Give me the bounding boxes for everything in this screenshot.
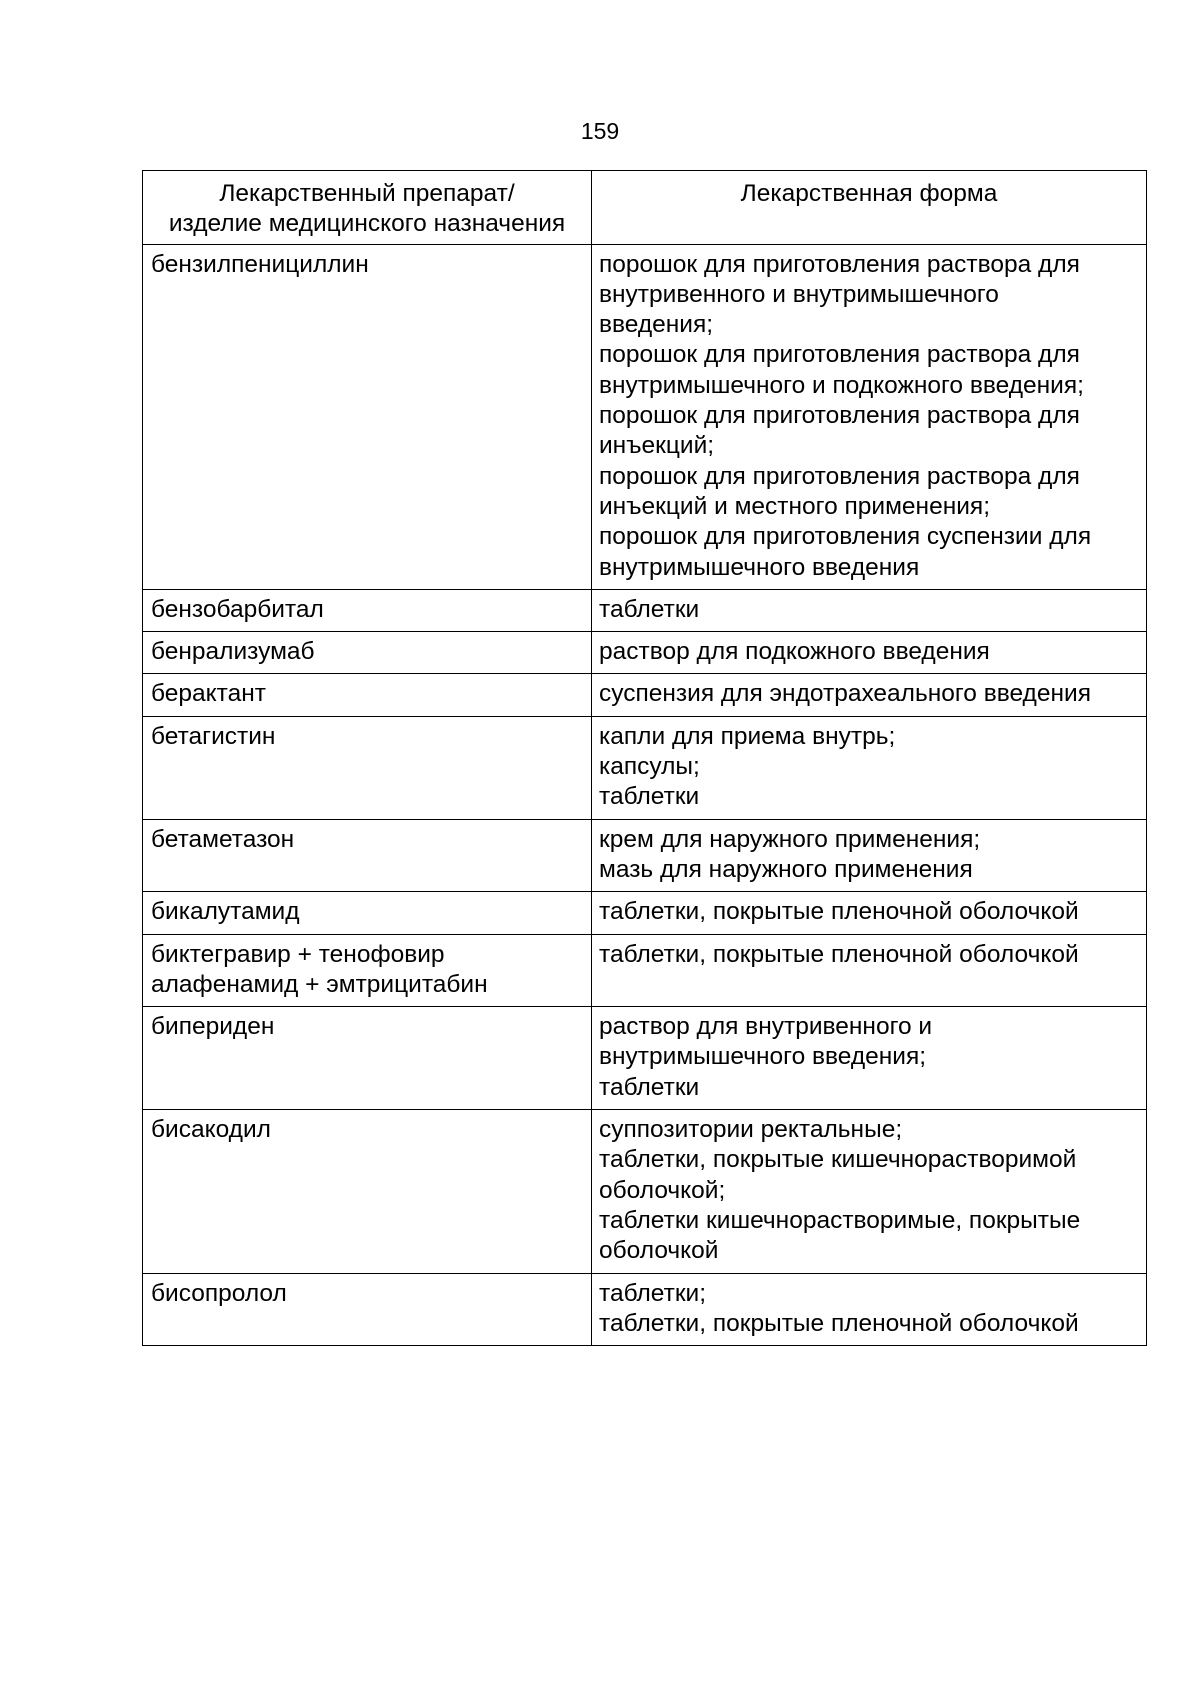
dosage-form-cell <box>592 1273 1147 1346</box>
dosage-form-text: порошок для приготовления раствора для <box>599 341 1080 369</box>
dosage-form-text: оболочкой; <box>599 1176 726 1204</box>
table-row <box>143 1007 1147 1110</box>
dosage-form-text: порошок для приготовления раствора для <box>599 250 1080 278</box>
drug-name-text: бенрализумаб <box>151 638 315 666</box>
drug-name-text: бензобарбитал <box>151 595 324 623</box>
table-row <box>143 819 1147 892</box>
dosage-form-text: капсулы; <box>599 753 700 781</box>
dosage-form-text: инъекций; <box>599 432 715 460</box>
dosage-form-text: капли для приема внутрь; <box>599 722 896 750</box>
dosage-form-text: оболочкой <box>599 1237 719 1265</box>
drug-name-cell <box>143 819 592 892</box>
table-row <box>143 892 1147 934</box>
dosage-form-cell <box>592 589 1147 631</box>
drug-name-text: бисакодил <box>151 1116 271 1144</box>
table-row <box>143 244 1147 589</box>
table-row <box>143 1110 1147 1273</box>
dosage-form-text: внутримышечного введения; <box>599 1043 927 1071</box>
drug-name-text: бикалутамид <box>151 898 300 926</box>
drug-name-cell <box>143 674 592 716</box>
dosage-form-text: таблетки кишечнорастворимые, покрытые <box>599 1206 1081 1234</box>
drug-name-cell <box>143 632 592 674</box>
drug-name-text: берактант <box>151 680 266 708</box>
dosage-form-text: порошок для приготовления раствора для <box>599 462 1080 490</box>
header-text: изделие медицинского назначения <box>168 210 566 238</box>
dosage-form-text: таблетки, покрытые пленочной оболочкой <box>599 940 1079 968</box>
dosage-form-text: таблетки; <box>599 1279 707 1307</box>
table-row <box>143 934 1147 1007</box>
drug-name-cell <box>143 716 592 819</box>
dosage-form-text: таблетки, покрытые пленочной оболочкой <box>599 1309 1079 1337</box>
table-body <box>143 244 1147 1346</box>
drug-name-text: бетагистин <box>151 722 276 750</box>
drug-name-cell <box>143 589 592 631</box>
table-row <box>143 716 1147 819</box>
dosage-form-text: порошок для приготовления раствора для <box>599 402 1080 430</box>
dosage-form-text: внутривенного и внутримышечного <box>599 280 999 308</box>
dosage-form-cell <box>592 674 1147 716</box>
dosage-form-cell <box>592 716 1147 819</box>
table-row <box>143 1273 1147 1346</box>
table-header-row <box>143 171 1147 245</box>
drug-name-cell <box>143 1110 592 1273</box>
dosage-form-cell <box>592 632 1147 674</box>
dosage-form-cell <box>592 1110 1147 1273</box>
dosage-form-cell <box>592 244 1147 589</box>
page-number: 159 <box>580 118 620 144</box>
table-row <box>143 589 1147 631</box>
dosage-form-text: таблетки <box>599 783 700 811</box>
table-row <box>143 632 1147 674</box>
drug-name-cell <box>143 1007 592 1110</box>
dosage-form-text: внутримышечного введения <box>599 553 920 581</box>
table-row <box>143 674 1147 716</box>
dosage-form-text: таблетки, покрытые кишечнорастворимой <box>599 1146 1077 1174</box>
drug-name-cell <box>143 1273 592 1346</box>
dosage-form-text: внутримышечного и подкожного введения; <box>599 371 1084 399</box>
dosage-form-text: мазь для наружного применения <box>599 855 973 883</box>
header-text: Лекарственная форма <box>740 180 998 207</box>
dosage-form-text: таблетки <box>599 595 700 623</box>
dosage-form-text: таблетки <box>599 1073 700 1101</box>
dosage-form-cell <box>592 819 1147 892</box>
drug-name-text: бетаметазон <box>151 825 295 853</box>
drug-name-text: бензилпенициллин <box>151 250 369 278</box>
drug-name-text: бисопролол <box>151 1279 287 1307</box>
dosage-form-text: таблетки, покрытые пленочной оболочкой <box>599 898 1079 926</box>
dosage-form-text: суспензия для эндотрахеального введения <box>599 680 1091 708</box>
dosage-form-cell <box>592 892 1147 934</box>
drug-name-cell <box>143 244 592 589</box>
dosage-form-cell <box>592 1007 1147 1110</box>
drug-table <box>142 170 1147 1346</box>
header-text: Лекарственный препарат/ <box>219 180 515 207</box>
drug-name-text: бипериден <box>151 1013 275 1041</box>
header-drug <box>143 171 592 245</box>
dosage-form-text: суппозитории ректальные; <box>599 1116 903 1144</box>
drug-name-text: биктегравир + тенофовир <box>151 940 445 968</box>
drug-name-cell <box>143 892 592 934</box>
drug-name-cell <box>143 934 592 1007</box>
dosage-form-text: раствор для подкожного введения <box>599 638 990 666</box>
dosage-form-text: инъекций и местного применения; <box>599 492 990 520</box>
dosage-form-text: порошок для приготовления суспензии для <box>599 523 1092 551</box>
dosage-form-text: введения; <box>599 311 714 339</box>
dosage-form-cell <box>592 934 1147 1007</box>
dosage-form-text: раствор для внутривенного и <box>599 1013 933 1041</box>
drug-name-text: алафенамид + эмтрицитабин <box>151 970 488 998</box>
dosage-form-text: крем для наружного применения; <box>599 825 981 853</box>
header-form <box>592 171 1147 245</box>
